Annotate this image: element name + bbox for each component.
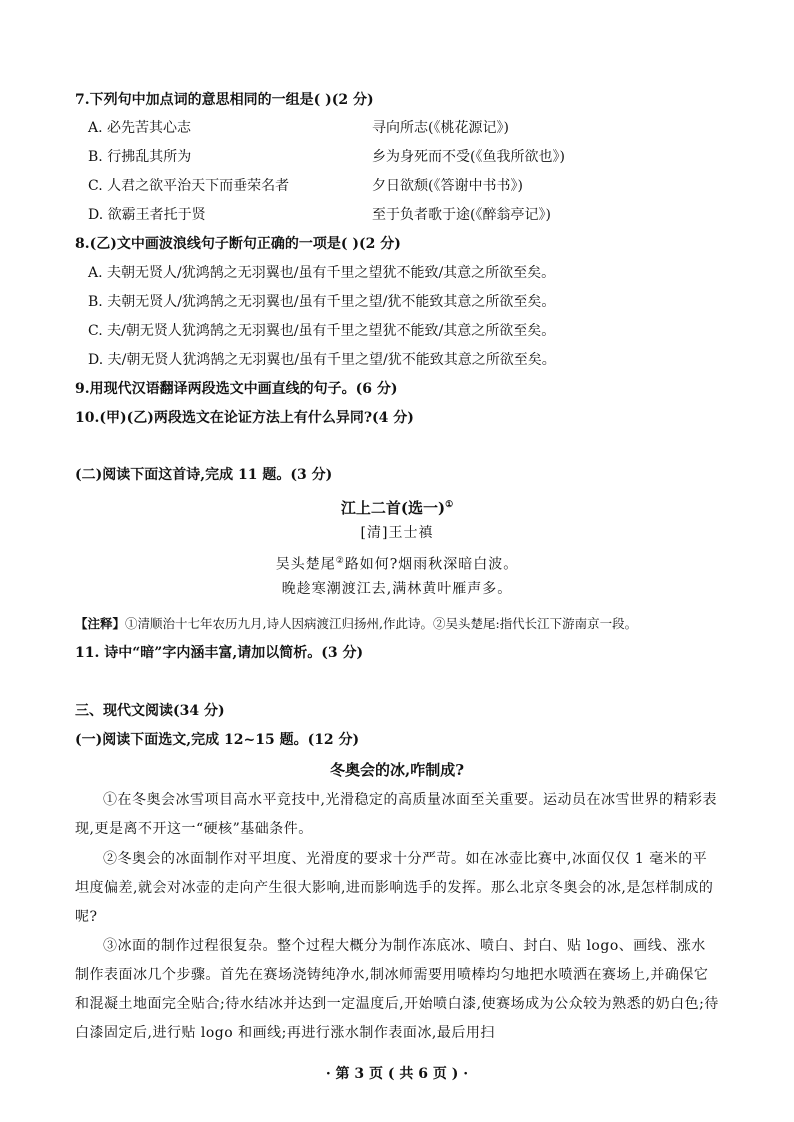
section3-subheading: (一)阅读下面选文,完成 12~15 题。(12 分) [75, 732, 360, 748]
poem-title: 江上二首(选一)① [340, 499, 454, 517]
poem-note: 【注释】①清顺治十七年农历九月,诗人因病渡江归扬州,作此诗。②吴头楚尾:指代长江下游南京一段。 [75, 616, 638, 631]
q7-stem: 7.下列句中加点词的意思相同的一组是( )(2 分) [75, 92, 374, 108]
q8-option-c: C. 夫/朝无贤人犹鸿鹄之无羽翼也/虽有千里之望犹不能致/其意之所欲至矣。 [88, 323, 556, 339]
q7-option-c: C. 人君之欲平治天下而垂荣名者 [88, 178, 290, 194]
q7-option-b-compare: 乡为身死而不受(《鱼我所欲也》) [372, 149, 565, 165]
q7-option-c-compare: 夕日欲颓(《答谢中书书》) [372, 178, 523, 194]
q10: 10.(甲)(乙)两段选文在论证方法上有什么异同?(4 分) [75, 410, 414, 426]
page-footer: · 第 3 页 ( 共 6 页 ) · [325, 1066, 469, 1082]
q7-option-d-compare: 至于负者歌于途(《醉翁亭记》) [372, 207, 551, 223]
article-paragraph-2: ②冬奥会的冰面制作对平坦度、光滑度的要求十分严苛。如在冰壶比赛中,冰面仅仅 1 毫米的平坦度偏差,就会对冰壶的走向产生很大影响,进而影响选手的发挥。那么北京冬奥会的冰,是怎样制成的呢? [75, 851, 714, 925]
poem-line-2: 晚趁寒潮渡江去,满林黄叶雁声多。 [281, 581, 513, 597]
q9: 9.用现代汉语翻译两段选文中画直线的句子。(6 分) [75, 381, 398, 397]
poem-line-1: 吴头楚尾②路如何?烟雨秋深暗白波。 [275, 556, 519, 573]
q11: 11. 诗中“暗”字内涵丰富,请加以简析。(3 分) [75, 645, 364, 661]
q7-option-d: D. 欲霸王者托于贤 [88, 207, 206, 223]
article-title: 冬奥会的冰,咋制成? [329, 761, 464, 779]
q8-option-b: B. 夫朝无贤人/犹鸿鹄之无羽翼也/虽有千里之望/犹不能致其意之所欲至矣。 [88, 294, 556, 310]
section3-heading: 三、现代文阅读(34 分) [75, 703, 225, 719]
poem-author: [清]王士禛 [360, 525, 434, 541]
section2-heading: (二)阅读下面这首诗,完成 11 题。(3 分) [75, 467, 333, 483]
q7-option-a: A. 必先苦其心志 [88, 120, 192, 136]
q8-option-a: A. 夫朝无贤人/犹鸿鹄之无羽翼也/虽有千里之望犹不能致/其意之所欲至矣。 [88, 265, 556, 281]
q7-option-a-compare: 寻向所志(《桃花源记》) [372, 120, 509, 136]
q8-stem: 8.(乙)文中画波浪线句子断句正确的一项是( )(2 分) [75, 236, 401, 252]
q7-option-b: B. 行拂乱其所为 [88, 149, 192, 165]
article-paragraph-1: ①在冬奥会冰雪项目高水平竞技中,光滑稳定的高质量冰面至关重要。运动员在冰雪世界的精彩表现,更是离不开这一“硬核”基础条件。 [75, 792, 717, 837]
article-paragraph-3: ③冰面的制作过程很复杂。整个过程大概分为制作冻底冰、喷白、封白、贴 logo、画线、涨水制作表面冰几个步骤。首先在赛场浇铸纯净水,制冰师需要用喷棒均匀地把水喷洒在赛场上,并确保它和混凝土地面完全贴合;待水结冰并达到一定温度后,开始喷白漆,使赛场成为公众较为熟悉的奶白色;待白漆固定后,进行贴 logo 和画线;再进行涨水制作表面冰,最后用扫 [75, 938, 719, 1041]
q8-option-d: D. 夫/朝无贤人犹鸿鹄之无羽翼也/虽有千里之望/犹不能致其意之所欲至矣。 [88, 352, 556, 368]
